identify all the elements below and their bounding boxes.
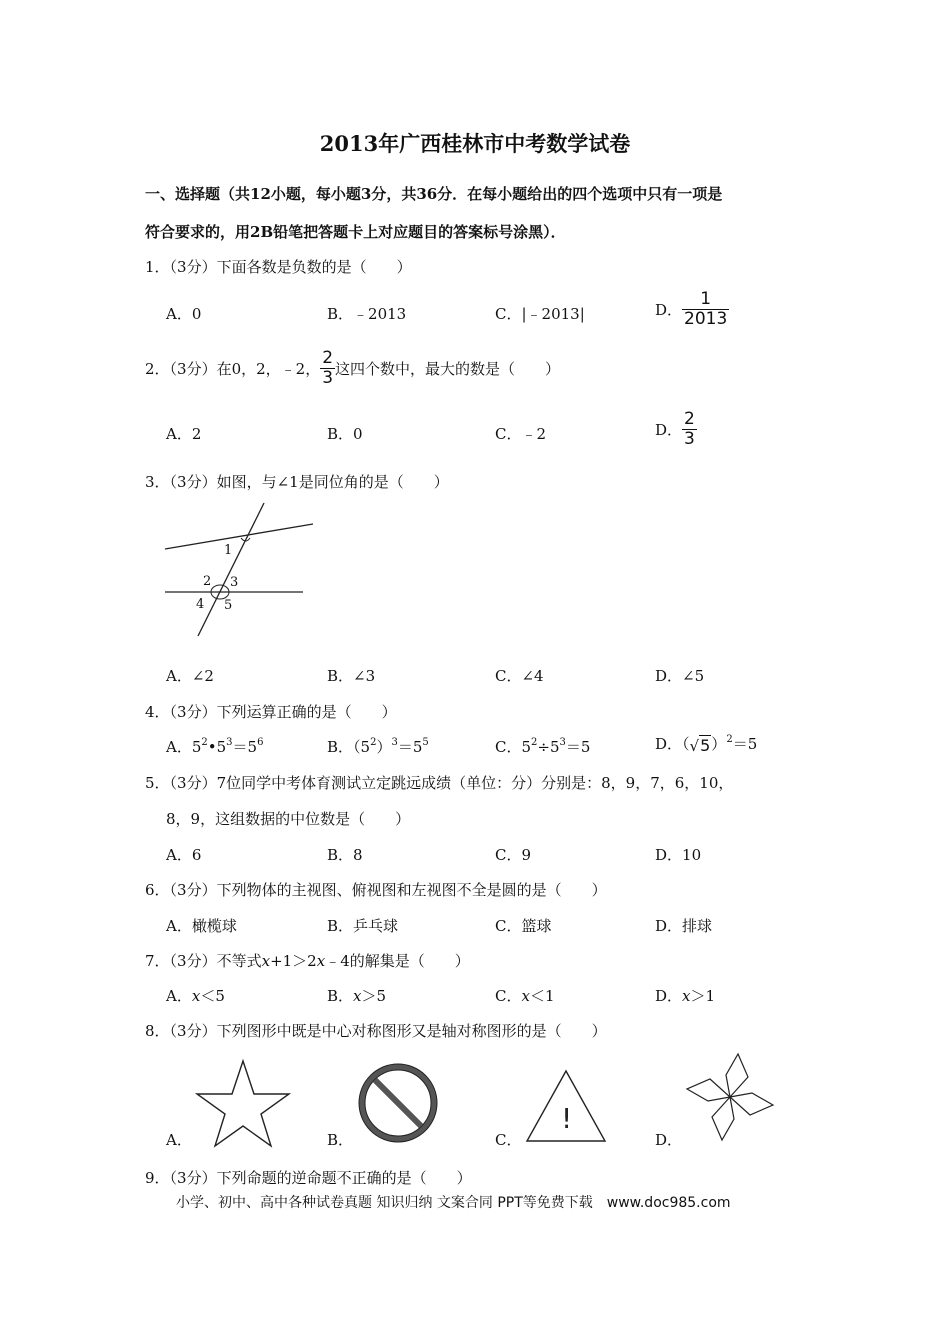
variable-x: x: [191, 987, 201, 1005]
stem-part: 7．（3分）不等式: [145, 952, 262, 970]
q5-option-c: C．9: [495, 846, 532, 864]
expr-exponent: 3: [559, 737, 566, 748]
q4-option-d: [655, 733, 757, 755]
q3-option-c: C．∠4: [495, 667, 544, 685]
question-6-stem: 6．（3分）下列物体的主视图、俯视图和左视图不全是圆的是（ ）: [145, 881, 607, 899]
q1-option-d-fraction: [682, 291, 729, 328]
question-7-stem: [145, 950, 470, 971]
stem-part: +1＞2: [270, 952, 317, 970]
q8-option-c: C．: [495, 1131, 522, 1149]
warning-triangle-icon: [524, 1068, 608, 1144]
q1-option-b: B．﹣2013: [327, 305, 407, 323]
q4-option-b: [327, 736, 429, 757]
q3-option-d: D．∠5: [655, 667, 705, 685]
q7-option-d: [655, 985, 715, 1006]
option-label: D．: [655, 987, 683, 1005]
q5-option-d: D．10: [655, 846, 702, 864]
square-root: [690, 736, 712, 755]
option-label: D．: [655, 735, 683, 753]
q8-option-a: A．: [166, 1131, 192, 1149]
variable-x: x: [316, 952, 326, 970]
expr-part: ＝5: [732, 735, 758, 753]
expr-part: ÷5: [537, 738, 560, 756]
angle-label-3: 3: [230, 575, 239, 590]
q6-option-a: A．橄榄球: [166, 917, 237, 935]
variable-x: x: [521, 987, 530, 1005]
expr-exponent: 6: [257, 737, 264, 748]
exclamation-mark: !: [561, 1102, 573, 1135]
q6-option-d: D．排球: [655, 917, 713, 935]
fraction-denominator: 3: [322, 368, 334, 388]
fraction-numerator: 2: [322, 348, 334, 368]
expr-exponent: 2: [201, 737, 208, 748]
angle-label-1: 1: [224, 543, 233, 558]
page-title: 2013年广西桂林市中考数学试卷: [319, 131, 631, 156]
q4-option-a: [166, 736, 263, 757]
q1-option-d: [655, 291, 729, 328]
section-heading-line2: 符合要求的，用2B铅笔把答题卡上对应题目的答案标号涂黑）．: [145, 223, 566, 241]
question-4-stem: 4．（3分）下列运算正确的是（ ）: [145, 703, 397, 721]
q1-option-c: C．|﹣2013|: [495, 305, 585, 323]
fraction-numerator: 2: [684, 409, 695, 429]
q2-option-b: B．0: [327, 425, 363, 443]
angle-label-5: 5: [224, 598, 233, 613]
q6-option-c: C．篮球: [495, 917, 552, 935]
expr-exponent: 5: [422, 737, 429, 748]
variable-x: x: [682, 987, 691, 1005]
option-label: B．: [327, 987, 354, 1005]
expr-part: ）: [376, 738, 392, 756]
option-label: A．: [166, 738, 192, 756]
question-9-stem: 9．（3分）下列命题的逆命题不正确的是（ ）: [145, 1169, 472, 1187]
q2-option-d-label: D．: [655, 421, 683, 439]
q7-option-a: [166, 985, 225, 1006]
expr-part: （: [682, 735, 690, 753]
expr-exponent: 2: [726, 734, 733, 745]
q6-option-b: B．乒乓球: [327, 917, 399, 935]
q3-option-b: B．∠3: [327, 667, 376, 685]
q1-option-a: A．0: [166, 305, 202, 323]
q3-option-a: A．∠2: [166, 667, 214, 685]
transversal-line: [198, 503, 264, 636]
expr-part: ）: [711, 735, 727, 753]
question-2-stem: [145, 350, 560, 387]
q2-option-d: [655, 411, 697, 448]
expr-part: （5: [353, 738, 371, 756]
variable-x: x: [353, 987, 362, 1005]
question-1-stem: 1．（3分）下面各数是负数的是（ ）: [145, 258, 412, 276]
expr-part: ＝5: [565, 738, 591, 756]
q2-option-a: A．2: [166, 425, 202, 443]
q4-option-c: [495, 736, 590, 757]
question-3-stem: 3．（3分）如图，与∠1是同位角的是（ ）: [145, 473, 449, 491]
option-label: B．: [327, 738, 354, 756]
option-tail: ＜5: [200, 987, 225, 1005]
angle-label-4: 4: [196, 597, 205, 612]
q8-option-d: D．: [655, 1131, 683, 1149]
radicand: 5: [700, 735, 711, 755]
option-label: C．: [495, 738, 522, 756]
question-5-stem-line1: 5．（3分）7位同学中考体育测试立定跳远成绩（单位：分）分别是：8，9，7，6，10，: [145, 774, 734, 792]
q2-option-c: C．﹣2: [495, 425, 547, 443]
option-tail: ＞5: [361, 987, 387, 1005]
q2-option-d-fraction: [682, 411, 697, 448]
option-tail: ＜1: [529, 987, 555, 1005]
radical-sign-icon: √: [689, 736, 700, 755]
fraction-denominator: 3: [684, 429, 695, 449]
q7-option-b: [327, 985, 386, 1006]
section-heading-line1: 一、选择题（共12小题，每小题3分，共36分．在每小题给出的四个选项中只有一项是: [145, 185, 723, 203]
q8-option-b: B．: [327, 1131, 354, 1149]
q2-stem-fraction: [320, 350, 335, 387]
option-label: C．: [495, 987, 522, 1005]
expr-part: ＝5: [232, 738, 258, 756]
q2-stem-pre: 2．（3分）在0，2，﹣2，: [145, 360, 321, 378]
q3-angle-figure: [160, 498, 320, 643]
star-icon: [196, 1058, 292, 1144]
upper-parallel-line: [165, 524, 313, 549]
expr-base: 5: [521, 738, 532, 756]
option-label: A．: [166, 987, 192, 1005]
pinwheel-icon: [683, 1050, 777, 1144]
question-8-stem: 8．（3分）下列图形中既是中心对称图形又是轴对称图形的是（ ）: [145, 1022, 607, 1040]
q1-option-d-label: D．: [655, 301, 683, 319]
option-tail: ＞1: [690, 987, 716, 1005]
footer-watermark-text: 小学、初中、高中各种试卷真题 知识归纳 文案合同 PPT等免费下载 www.doc985.com: [176, 1195, 731, 1211]
q7-option-c: [495, 985, 555, 1006]
prohibition-sign-icon: [357, 1062, 439, 1144]
expr-part: •5: [207, 738, 227, 756]
expr-exponent: 3: [226, 737, 233, 748]
expr-exponent: 2: [531, 737, 538, 748]
variable-x: x: [261, 952, 271, 970]
expr-exponent: 2: [370, 737, 377, 748]
fraction-denominator: 2013: [684, 309, 728, 329]
question-5-stem-line2: 8，9，这组数据的中位数是（ ）: [166, 810, 411, 828]
q5-option-b: B．8: [327, 846, 363, 864]
expr-base: 5: [191, 738, 202, 756]
expr-part: ＝5: [397, 738, 423, 756]
q5-option-a: A．6: [166, 846, 202, 864]
q2-stem-post: 这四个数中，最大的数是（ ）: [335, 360, 561, 378]
stem-part: ﹣4的解集是（ ）: [325, 952, 470, 970]
expr-exponent: 3: [391, 737, 398, 748]
fraction-numerator: 1: [682, 291, 729, 310]
angle-label-2: 2: [203, 574, 212, 589]
